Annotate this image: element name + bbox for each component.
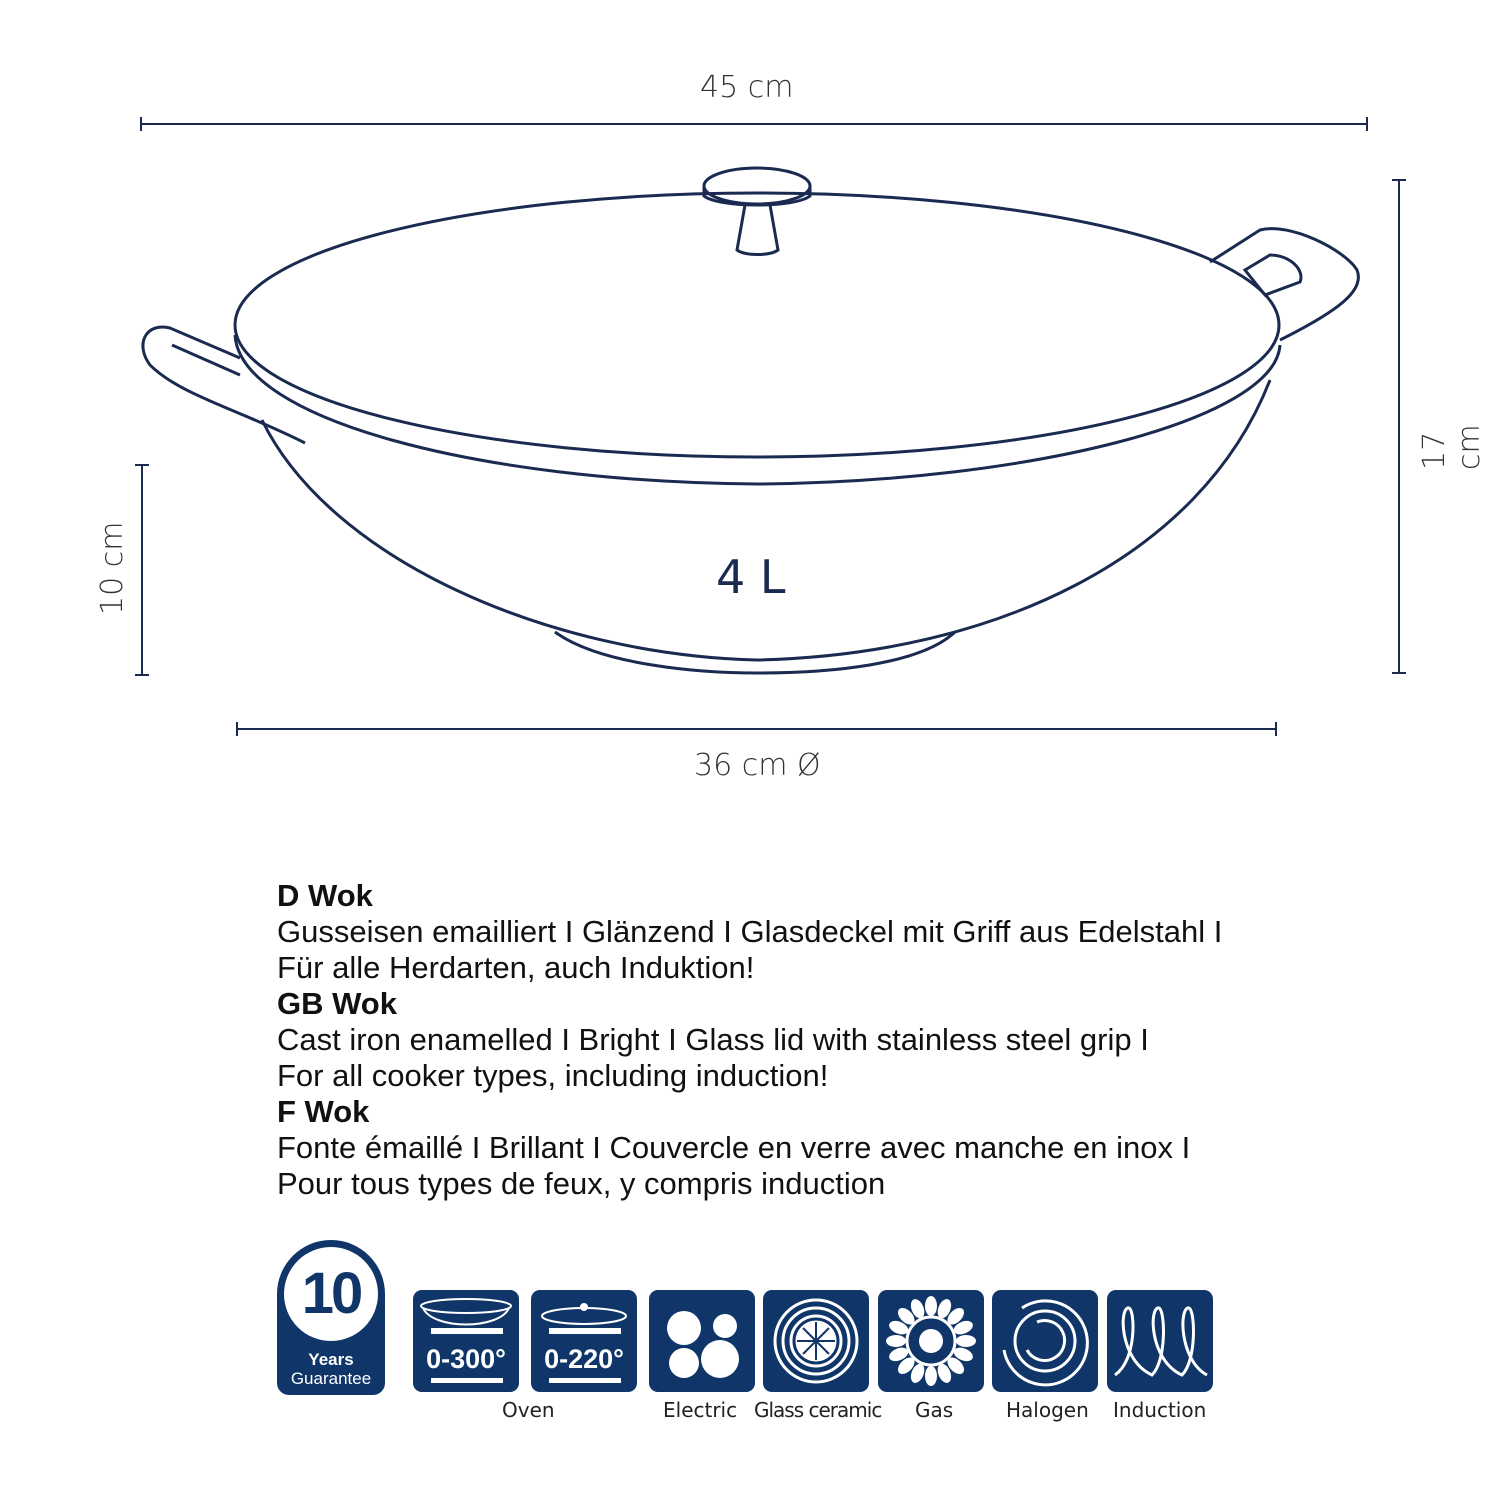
guarantee-line2: Guarantee bbox=[290, 1369, 372, 1388]
electric-icon bbox=[649, 1290, 755, 1392]
glass-ceramic-label: Glass ceramic bbox=[754, 1398, 882, 1422]
gas-petal bbox=[925, 1366, 937, 1386]
guarantee-text bbox=[277, 1350, 385, 1388]
induction-icon bbox=[1107, 1290, 1213, 1392]
halogen-icon bbox=[992, 1290, 1098, 1392]
right-handle bbox=[1210, 229, 1358, 340]
lid bbox=[235, 193, 1279, 457]
guarantee-line1: Years bbox=[308, 1350, 354, 1369]
diameter-label: 36 cm Ø bbox=[694, 748, 821, 783]
heading-gb: GB Wok bbox=[277, 986, 397, 1021]
halogen-label: Halogen bbox=[1006, 1398, 1089, 1422]
heading-f: F Wok bbox=[277, 1094, 370, 1129]
oven-wok-temp: 0-300° bbox=[426, 1344, 506, 1374]
oven-wok-icon bbox=[413, 1290, 519, 1392]
gas-petal bbox=[956, 1335, 976, 1347]
left-handle bbox=[143, 327, 305, 443]
text-gb-2: For all cooker types, including induction! bbox=[277, 1058, 829, 1093]
gas-label: Gas bbox=[915, 1398, 954, 1422]
induction-label: Induction bbox=[1113, 1398, 1207, 1422]
base bbox=[555, 632, 955, 673]
text-de-1: Gusseisen emailliert I Glänzend I Glasdeckel mit Griff aus Edelstahl I bbox=[277, 914, 1223, 949]
description-block bbox=[277, 878, 1222, 1202]
gas-petal bbox=[925, 1296, 937, 1316]
oven-lid-temp: 0-220° bbox=[544, 1344, 624, 1374]
guarantee-badge bbox=[277, 1240, 385, 1395]
depth-label: 10 cm bbox=[95, 521, 130, 615]
text-f-2: Pour tous types de feux, y compris induction bbox=[277, 1166, 886, 1201]
bowl bbox=[262, 380, 1270, 660]
gas-petal bbox=[886, 1335, 906, 1347]
gas-icon bbox=[878, 1290, 984, 1392]
rim bbox=[235, 335, 1280, 484]
heading-de: D Wok bbox=[277, 878, 373, 913]
width-label: 45 cm bbox=[700, 70, 794, 105]
oven-lid-icon bbox=[531, 1290, 637, 1392]
oven-label: Oven bbox=[502, 1398, 555, 1422]
height-label: 17 cm bbox=[1417, 424, 1487, 470]
text-de-2: Für alle Herdarten, auch Induktion! bbox=[277, 950, 755, 985]
capacity-label: 4 L bbox=[716, 550, 786, 604]
electric-label: Electric bbox=[663, 1398, 738, 1422]
glass-ceramic-icon bbox=[763, 1290, 869, 1392]
lid-knob bbox=[704, 168, 810, 255]
guarantee-number: 10 bbox=[284, 1247, 378, 1341]
text-f-1: Fonte émaillé I Brillant I Couvercle en verre avec manche en inox I bbox=[277, 1130, 1191, 1165]
text-gb-1: Cast iron enamelled I Bright I Glass lid with stainless steel grip I bbox=[277, 1022, 1149, 1057]
